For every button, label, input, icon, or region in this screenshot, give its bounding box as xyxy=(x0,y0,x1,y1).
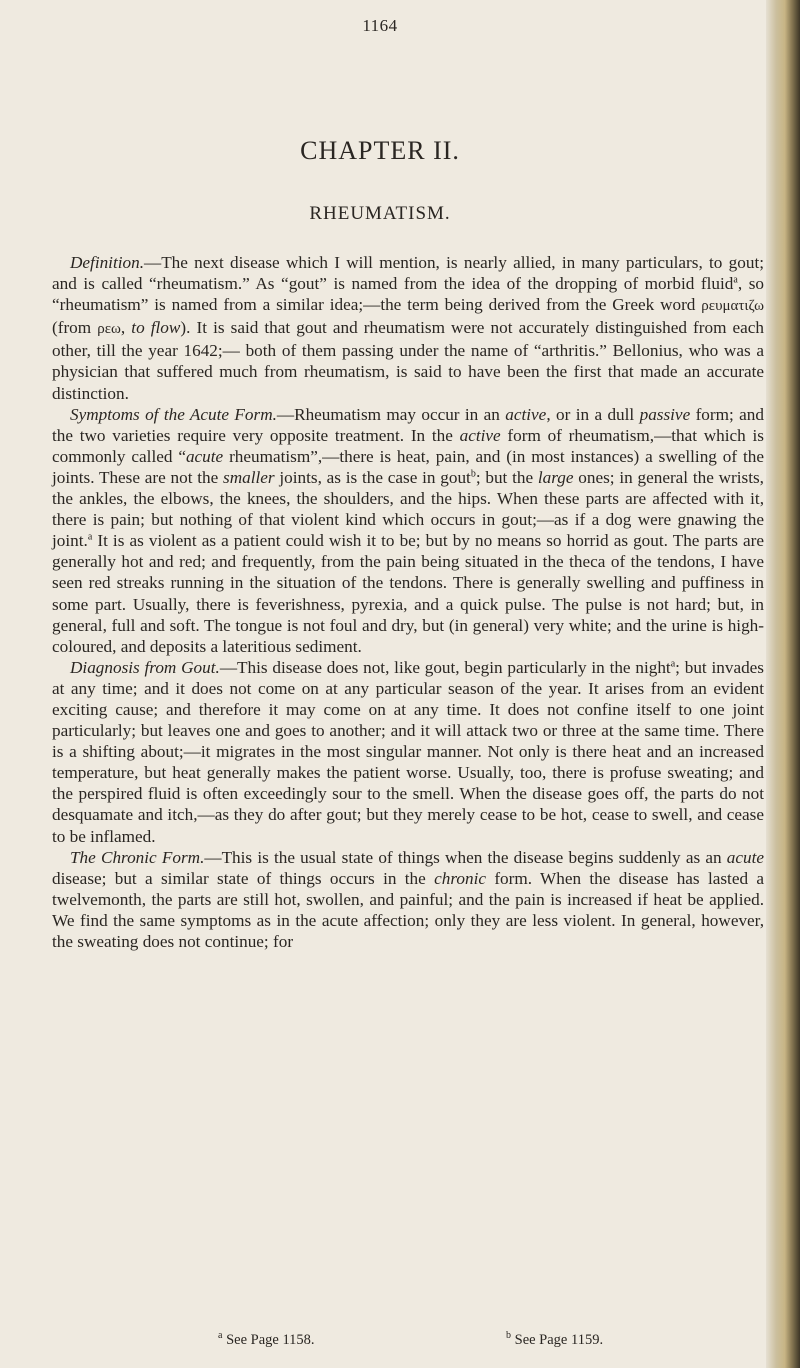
paragraph-diagnosis: Diagnosis from Gout.—This disease does not, like gout, begin particularly in the night$^a$; but invades at any time; and it does not come on at any particular season of the year. It arises from an evident exciting cause; and therefore it may come on at any time. It does not confine itself to one joint particularly; but leaves one and goes to another; and it will attack two or three at the same time. There is a shifting about;—it migrates in the most singular manner. Not only is there heat and an increased temperature, but heat generally makes the patient worse. Usually, too, there is profuse sweating; and the perspired fluid is often exceedingly sour to the smell. When the disease goes off, the parts do not desquamate and itch,—as they do after gout; but they merely cease to be hot, cease to swell, and cease to be inflamed. xyxy=(52,657,764,846)
paragraph-heading: Diagnosis from Gout. xyxy=(70,657,220,677)
body-text xyxy=(52,252,764,952)
page-number: 1164 xyxy=(362,16,398,35)
footnote-ref: a xyxy=(733,274,738,286)
section-title: RHEUMATISM. xyxy=(309,203,451,224)
footnote-mark: a xyxy=(218,1330,223,1342)
footnote-mark: b xyxy=(506,1330,511,1342)
page-edge-shadow xyxy=(766,0,800,1368)
paragraph-definition: Definition.—The next disease which I will mention, is nearly allied, in many particulars, to gout; and is called “rheumatism.” As “gout” is named from the idea of the dropping of morbid fluid$^a$, so “rheumatism” is named from a similar idea;—the term being derived from the Greek word ρευματιζω (from ρεω, to flow). It is said that gout and rheumatism were not accurately distinguished from each other, till the year 1642;— both of them passing under the name of “arthritis.” Bellonius, who was a physician that suffered much from rheumatism, is said to have been the first that made an accurate distinction. xyxy=(52,253,765,403)
footnote-ref: b xyxy=(470,468,476,480)
footnote: $^a$ See Page 1158. xyxy=(218,1330,315,1348)
paragraph-symptoms: Symptoms of the Acute Form.—Rheumatism may occur in an active, or in a dull passive form; and the two varieties require very opposite treatment. In the active form of rheumatism,—that which is commonly called “acute rheumatism”,—there is heat, pain, and (in most instances) a swelling of the joints. These are not the smaller joints, as is the case in gout$^b$; but the large ones; in general the wrists, the ankles, the elbows, the knees, the shoulders, and the hips. When these parts are affected with it, there is pain; but nothing of that violent kind which occurs in gout;—as if a dog were gnawing the joint.$^a$ It is as violent as a patient could wish it to be; but by no means so horrid as gout. The parts are generally hot and red; and frequently, from the pain being situated in the theca of the tendons, I have seen red streaks running in the situation of the tendons. There is generally swelling and puffiness in some part. Usually, there is feverishness, pyrexia, and a quick pulse. The pulse is not hard; but, in general, full and soft. The tongue is not foul and dry, but (in general) very white; and the urine is high-coloured, and deposits a lateritious sediment. xyxy=(52,404,764,656)
paragraph-heading: Symptoms of the Acute Form. xyxy=(70,404,277,424)
greek-word: ρεω xyxy=(97,321,121,338)
paragraph-heading: Definition. xyxy=(70,253,144,272)
paragraph-heading: The Chronic Form. xyxy=(70,847,205,867)
footnote: $^b$ See Page 1159. xyxy=(506,1330,604,1348)
paragraph-chronic: The Chronic Form.—This is the usual state of things when the disease begins suddenly as an acute disease; but a similar state of things occurs in the chronic form. When the disease has lasted a twelvemonth, the parts are still hot, swollen, and painful; and the pain is increased if heat be applied. We find the same symptoms as in the acute affection; only they are less violent. In general, however, the sweating does not continue; for xyxy=(52,847,764,951)
footnote-ref: a xyxy=(670,658,676,670)
footnote-ref: a xyxy=(87,531,93,543)
greek-word: ρευματιζω xyxy=(701,298,764,315)
chapter-title: CHAPTER II. xyxy=(300,136,460,165)
